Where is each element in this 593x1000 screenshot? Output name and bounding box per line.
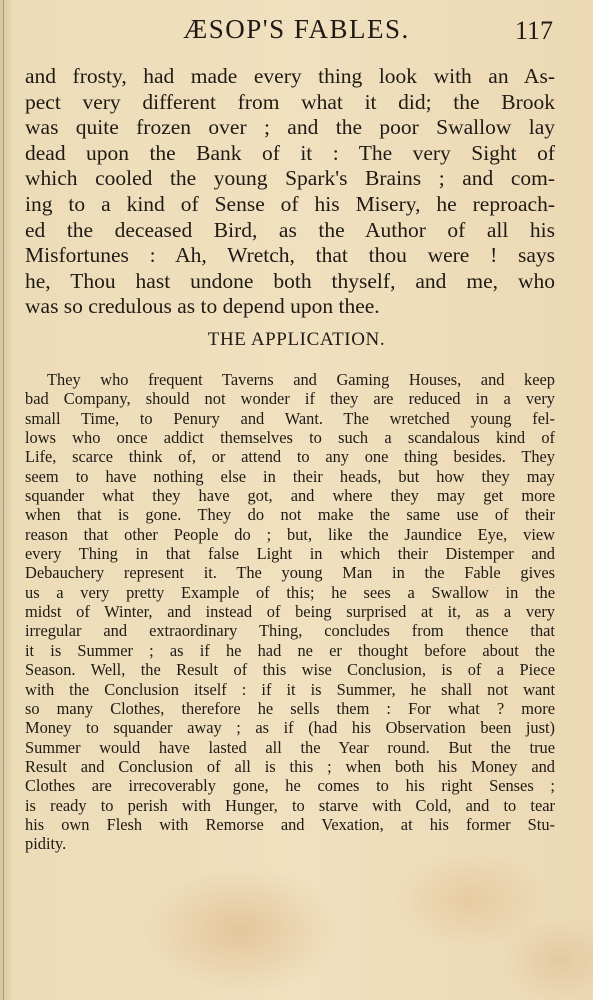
fable-text xyxy=(25,64,555,320)
application-line: Result and Conclusion of all is this ; when both his Money and xyxy=(25,756,555,776)
fable-line: was so credulous as to depend upon thee. xyxy=(25,294,380,319)
fable-line: which cooled the young Spark's Brains ; and com- xyxy=(25,166,555,191)
application-line: small Time, to Penury and Want. The wretched young fel- xyxy=(25,408,555,428)
application-line: Money to squander away ; as if (had his Observation been just) xyxy=(25,718,555,738)
application-line: They who frequent Taverns and Gaming Houses, and keep xyxy=(47,370,555,389)
application-line: squander what they have got, and where they may get more xyxy=(25,486,555,506)
application-text xyxy=(25,370,555,854)
application-line: lows who once addict themselves to such a scandalous kind of xyxy=(25,428,555,448)
application-line: us a very pretty Example of this; he sees a Swallow in the xyxy=(25,582,555,602)
application-line: with the Conclusion itself : if it is Summer, he shall not want xyxy=(25,679,555,699)
fable-line: ing to a kind of Sense of his Misery, he reproach- xyxy=(25,191,555,216)
application-line: every Thing in that false Light in which their Distemper and xyxy=(25,544,555,564)
application-line: so many Clothes, therefore he sells them : For what ? more xyxy=(25,698,555,718)
running-title: ÆSOP'S FABLES. xyxy=(183,14,410,44)
application-line: when that is gone. They do not make the same use of their xyxy=(25,505,555,525)
application-line: Debauchery represent it. The young Man in the Fable gives xyxy=(25,563,555,583)
fable-line: pect very different from what it did; the Brook xyxy=(25,89,555,114)
fable-line: ed the deceased Bird, as the Author of all his xyxy=(25,217,555,242)
application-line: Life, scarce think of, or attend to any one thing besides. They xyxy=(25,447,555,467)
application-line: reason that other People do ; but, like the Jaundice Eye, view xyxy=(25,524,555,544)
application-line: irregular and extraordinary Thing, concludes from thence that xyxy=(25,621,555,641)
application-line: is ready to perish with Hunger, to starve with Cold, and to tear xyxy=(25,795,555,815)
fable-line: and frosty, had made every thing look with an As- xyxy=(25,64,555,88)
application-line: midst of Winter, and instead of being surprised at it, as a very xyxy=(25,602,555,622)
fable-line: Misfortunes : Ah, Wretch, that thou were ! says xyxy=(25,243,555,268)
application-line: it is Summer ; as if he had ne er thought before about the xyxy=(25,640,555,660)
page-gutter-edge xyxy=(3,0,4,1000)
fable-line: he, Thou hast undone both thyself, and me, who xyxy=(25,268,555,293)
fable-line: was quite frozen over ; and the poor Swallow lay xyxy=(25,115,555,140)
application-line: seem to have nothing else in their heads, but how they may xyxy=(25,466,555,486)
application-line: Season. Well, the Result of this wise Conclusion, is of a Piece xyxy=(25,660,555,680)
page-header xyxy=(0,14,593,48)
application-line: his own Flesh with Remorse and Vexation, at his former Stu- xyxy=(25,814,555,834)
application-heading: THE APPLICATION. xyxy=(207,329,386,350)
application-line: bad Company, should not wonder if they are reduced in a very xyxy=(25,389,555,409)
application-line: Summer would have lasted all the Year round. But the true xyxy=(25,737,555,757)
fable-line: dead upon the Bank of it : The very Sight of xyxy=(25,140,555,165)
application-line: pidity. xyxy=(25,834,67,854)
application-line: Clothes are irrecoverably gone, he comes to his right Senses ; xyxy=(25,776,555,796)
page-number: 117 xyxy=(514,16,553,45)
